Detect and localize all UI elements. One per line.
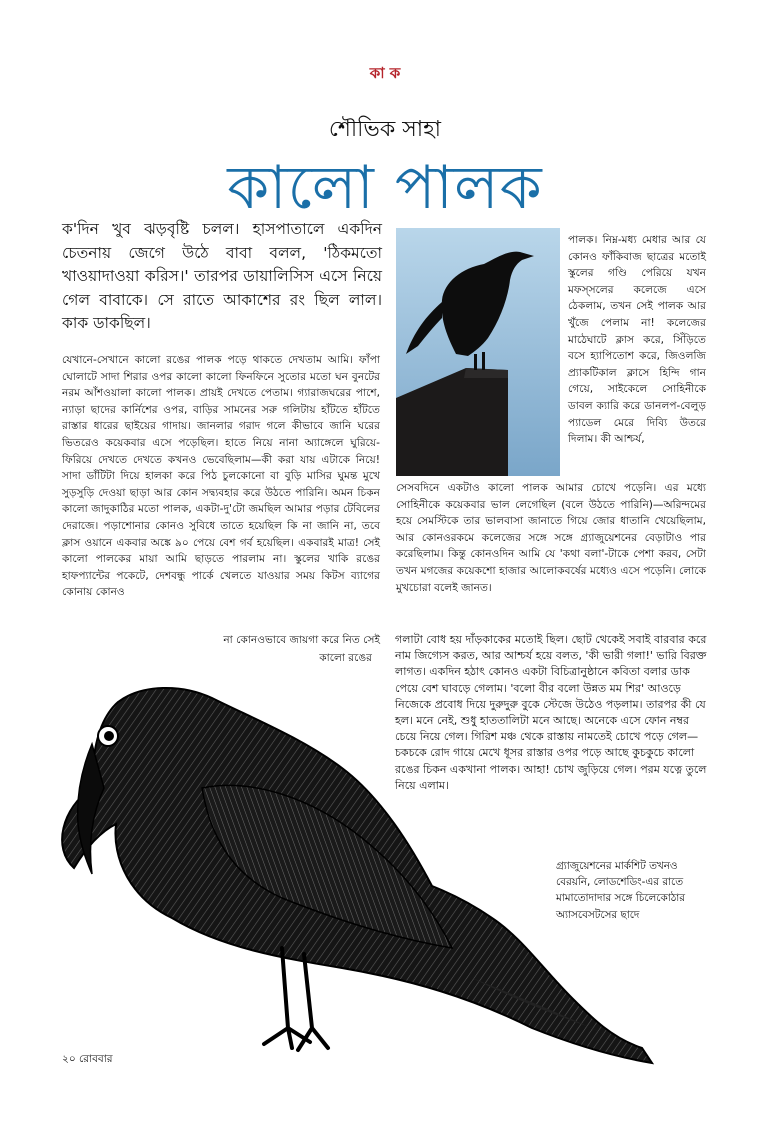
crow-silhouette-photo (396, 228, 560, 476)
middle-column-text: গলাটা বোধ হয় দাঁড়কাকের মতোই ছিল। ছোট থেকেই সবাই বারবার করে নাম জিগ্যেস করত, আর আশ্চর্য হয়ে বলত, 'কী ভারী গলা!' ভারি বিরক্ত লাগত। একদিন হঠাৎ কোনও একটা বিচিত্রানুষ্ঠানে কবিতা বলার ডাক পেয়ে বেশ ঘাবড়ে গেলাম। 'বলো বীর বলো উন্নত মম শির' আওড়ে নিজেকে প্রবোধ দিয়ে দুরুদুরু বুকে স্টেজে উঠেও পড়লাম। তারপর কী যে হল। মনে নেই, শুধু হাততালিটা মনে আছে। অনেকে এসে ফোন নম্বর চেয়ে নিয়ে গেল। গিরিশ মঞ্চ থেকে রাস্তায় নামতেই চোখে পড়ে গেল—চকচকে রোদ গায়ে মেখে ধূসর রাস্তার ওপর পড়ে আছে কুচকুচে কালো রঙের চিকন একখানা পালক। আহা! চোখ জুড়িয়ে গেল। পরম যত্নে তুলে নিয়ে এলাম। (395, 633, 707, 792)
left-column-tail-line-2: কালো রঙের (319, 652, 372, 664)
author-byline: শৌভিক সাহা (328, 117, 442, 142)
intro-paragraph: ক'দিন খুব ঝড়বৃষ্টি চলল। হাসপাতালে একদিন চেতনায় জেগে উঠে বাবা বলল, 'ঠিকমতো খাওয়াদাওয়া করিস।' তারপর ডায়ালিসিস এসে নিয়ে গেল বাবাকে। সে রাতে আকাশের রং ছিল লাল। কাক ডাকছিল। (62, 220, 382, 332)
right-column-text: পালক। নিম্ন-মধ্য মেধার আর যে কোনও ফাঁকিবাজ ছাত্রের মতোই স্কুলের গণ্ডি পেরিয়ে যখন মফস্সলের কলেজে এসে ঠেকলাম, তখন সেই পালক আর খুঁজে পেলাম না! কলেজের মাঠেঘাটে ক্লাস করে, সিঁড়িতে বসে হ্যাপিতোশ করে, জিওলজি প্র্যাকটিকাল ক্লাসে হিন্দি গান গেয়ে, সাইকেলে সোহিনীকে ডাবল ক্যারি করে ডানলপ-বেলুড় প্যাডেল মেরে দিব্যি উতরে দিলাম। কী আশ্চর্য, (568, 234, 706, 446)
bottom-column-text: গ্র্যাজুয়েশনের মার্কশিট তখনও বেরয়নি, লোডশেডিং-এর রাতে মামাতোদাদার সঙ্গে চিলেকোঠার অ্যাসবেসটসের ছাদে (556, 860, 685, 921)
full-width-column-text: সেসবদিনে একটাও কালো পালক আমার চোখে পড়েনি। এর মধ্যে সোহিনীকে কয়েকবার ভাল লেগেছিল (বলে উঠতে পারিনি)—অরিন্দমের হয়ে সেমস্টিকে তার ভালবাসা জানাতে গিয়ে জোর ধাতানি খেয়েছিলাম, আর কোনওরকমে কলেজের সঙ্গে সঙ্গে গ্র্যাজুয়েশনের বেড়াটাও পার করেছিলাম। কিন্তু কোনওদিন আমি যে 'কথা বলা'-টাকে পেশা করব, সেটা তখন মগজের কয়েকশো হাজার আলোকবর্ষের মধ্যেও এসে পড়েনি। লোকে মুখচোরা বলেই জানত। (396, 482, 706, 594)
article-title: কালো পালক (227, 153, 543, 223)
left-column-text: যেখানে-সেখানে কালো রঙের পালক পড়ে থাকতে দেখতাম আমি। ফাঁপা ঘোলাটে সাদা শিরার ওপর কালো কালো ফিনফিনে সুতোর মতো ঘন বুনটের নরম আঁশওয়ালা কালো পালক। প্রায়ই দেখতে পেতাম। গ্যারাজঘরের পাশে, ন্যাড়া ছাদের কার্নিশের ওপর, বাড়ির সামনের সরু গলিটায় হাঁটতে হাঁটতে রাস্তার ধারের ছাইয়ের গাদায়। জানলার গরাদ গলে কীভাবে জানি ঘরের ভিতরেও কয়েকবার এসে পড়েছিল। হাতে নিয়ে নানা অ্যাঙ্গেলে ঘুরিয়ে-ফিরিয়ে দেখতে দেখতে কখনও ভেবেছিলাম—কী করা যায় এটাকে নিয়ে! সাদা ডাঁটিটা দিয়ে হালকা করে পিঠ চুলকোনো বা বুড়ি মাসির ঘুমন্ত মুখে সুড়সুড়ি দেওয়া ছাড়া আর কোন সদ্ব্যবহার করে উঠতে পারিনি। অমন চিকন কালো জাদুকাঠির মতো পালক, একটা-দু'টো জমছিল আমার পড়ার টেবিলের দেরাজে। পড়াশোনার কোনও সুবিধে তাতে হয়েছিল কি না জানি না, তবে ক্লাস ওয়ানে একবার অঙ্কে ৯০ পেয়ে বেশ গর্ব হয়েছিল। একবারই মাত্র! সেই কালো পালকের মায়া আমি ছাড়তে পারলাম না। স্কুলের খাকি রঙের হাফপ্যান্টের পকেটে, দেশবন্ধু পার্কে খেলতে যাওয়ার সময় কিটস ব্যাগের কোনায় কোনও (62, 354, 380, 599)
left-column-tail-line-1: না কোনওভাবে জায়গা করে নিত সেই (223, 634, 380, 646)
page-footer: ২০ রোববার (62, 1053, 113, 1065)
section-tag: কা ক (369, 64, 401, 82)
